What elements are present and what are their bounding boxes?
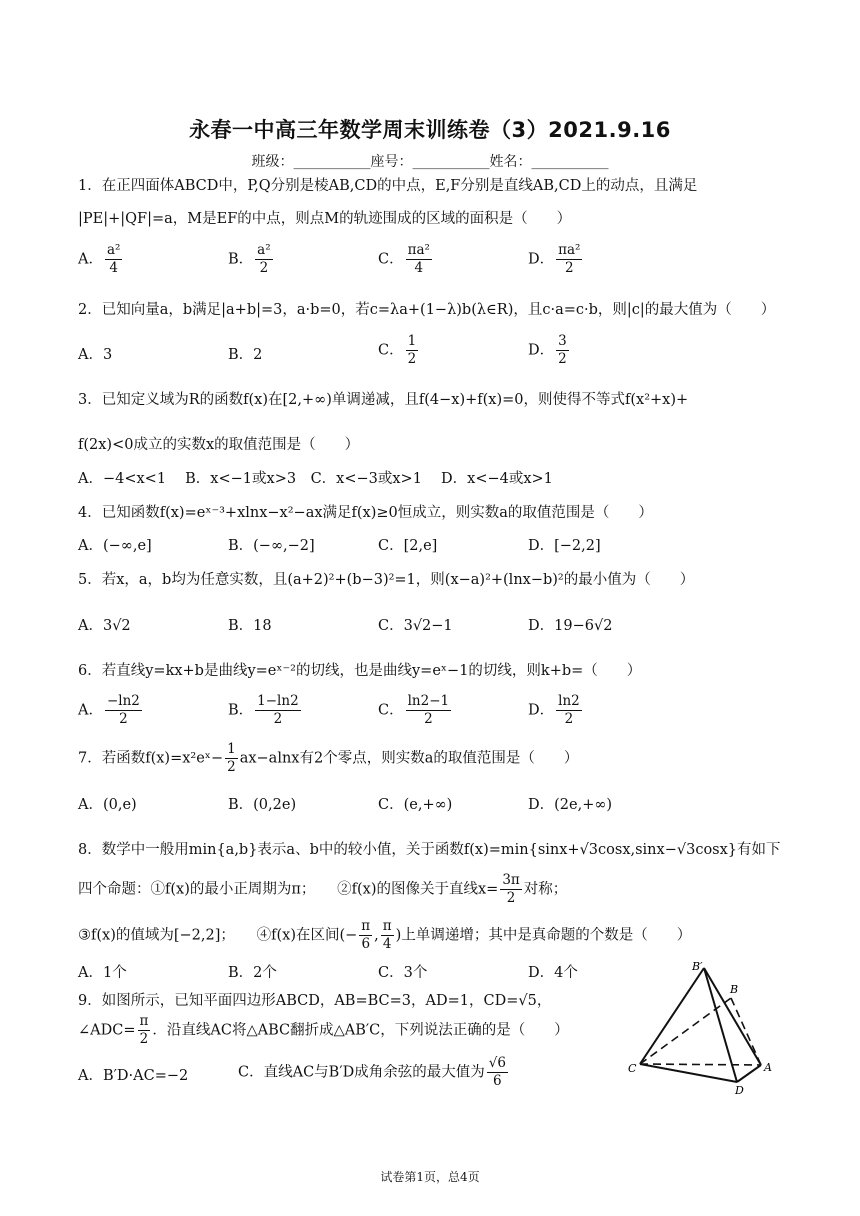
- q1-option-c: C． $\frac{\text{πa²}}{4}$: [378, 242, 430, 276]
- q8-stem-line2: 四个命题：①f(x)的最小正周期为π； ②f(x)的图像关于直线x= $\frac{3\pi}{2}$ 对称；: [78, 872, 568, 906]
- q9-stem-line2: ∠ADC= $\frac{\pi}{2}$ ．沿直线AC将△ABC翻折成△AB′C，下列说法正确的是（ ）: [78, 1013, 569, 1047]
- label-a: A: [764, 1061, 772, 1074]
- q5-option-a: A．3√2: [78, 618, 131, 634]
- q3-options: A．−4<x<1 B．x<−1或x>3 C．x<−3或x>1 D．x<−4或x>1: [78, 471, 553, 487]
- q1-option-d: D． $\frac{\text{πa²}}{2}$: [528, 242, 581, 276]
- q5-stem-line1: 5．若x，a，b均为任意实数，且(a+2)²+(b−3)²=1，则(x−a)²+(lnx−b)²的最小值为（ ）: [78, 572, 695, 588]
- q6-option-d: D． $\frac{\ln 2}{2}$: [528, 693, 580, 727]
- page-footer: 试卷第1页，总4页: [380, 1170, 480, 1184]
- q1-option-b: B． $\frac{\text{a²}}{2}$: [228, 242, 271, 276]
- q4-stem-line1: 4．已知函数f(x)=eˣ⁻³+xlnx−x²−ax满足f(x)≥0恒成立，则实数a的取值范围是（ ）: [78, 505, 653, 521]
- q7-option-b: B．(0,2e): [228, 797, 297, 813]
- q6-option-b: B． $\frac{1-\ln 2}{2}$: [228, 693, 299, 727]
- q8-option-a: A．1个: [78, 965, 127, 981]
- q3-stem-line2: f(2x)<0成立的实数x的取值范围是（ ）: [78, 437, 360, 453]
- q5-option-b: B．18: [228, 618, 272, 634]
- edge-c-a-dashed: [640, 1064, 761, 1065]
- student-info-line: 班级：___________座号：___________姓名：___________: [251, 154, 609, 170]
- q4-option-d: D．[−2,2]: [528, 538, 601, 554]
- label-c: C: [628, 1062, 637, 1075]
- q8-stem-line1: 8．数学中一般用min{a,b}表示a、b中的较小值，关于函数f(x)=min{sinx+√3cosx,sinx−√3cosx}有如下: [78, 842, 781, 858]
- q2-stem-line1: 2．已知向量a，b满足|a+b|=3，a·b=0，若c=λa+(1−λ)b(λ∈R)，且c·a=c·b，则|c|的最大值为（ ）: [78, 302, 776, 318]
- q7-option-d: D．(2e,+∞): [528, 797, 613, 813]
- q5-option-c: C．3√2−1: [378, 618, 453, 634]
- q6-option-a: A． $\frac{-\ln 2}{2}$: [78, 693, 140, 727]
- edge-b-a-dashed: [731, 998, 761, 1065]
- q4-option-b: B．(−∞,−2]: [228, 538, 315, 554]
- edge-d-a: [737, 1065, 761, 1082]
- q4-option-c: C．[2,e]: [378, 538, 438, 554]
- q5-option-d: D．19−6√2: [528, 618, 613, 634]
- q1-stem-line2: |PE|+|QF|=a，M是EF的中点，则点M的轨迹围成的区域的面积是（ ）: [78, 211, 572, 227]
- tetrahedron-figure: [620, 958, 780, 1098]
- q9-stem-line1: 9．如图所示，已知平面四边形ABCD，AB=BC=3，AD=1，CD=√5，: [78, 993, 552, 1009]
- q9-option-a: A．B′D·AC=−2: [78, 1068, 189, 1084]
- q4-option-a: A．(−∞,e]: [78, 538, 152, 554]
- q8-option-d: D．4个: [528, 965, 578, 981]
- q7-option-a: A．(0,e): [78, 797, 137, 813]
- q8-stem-line3: ③f(x)的值域为[−2,2]； ④f(x)在区间(− $\frac{\pi}{6}$ , $\frac{\pi}{4}$ )上单调递增；其中是真命题的个数是（ ）: [78, 918, 692, 952]
- q8-option-b: B．2个: [228, 965, 277, 981]
- q7-option-c: C．(e,+∞): [378, 797, 453, 813]
- page-title: 永春一中高三年数学周末训练卷（3）2021.9.16: [189, 118, 671, 142]
- q9-option-c: C．直线AC与B′D成角余弦的最大值为 $\frac{√6}{6}$: [238, 1055, 506, 1089]
- q6-stem-line1: 6．若直线y=kx+b是曲线y=eˣ⁻²的切线，也是曲线y=eˣ−1的切线，则k+b=（ ）: [78, 663, 642, 679]
- q1-option-a: A． $\frac{\text{a²}}{4}$: [78, 242, 121, 276]
- q7-stem-line1: 7．若函数f(x)=x²eˣ− $\frac{1}{2}$ ax−alnx有2个零点，则实数a的取值范围是（ ）: [78, 741, 579, 775]
- label-b: B: [730, 983, 739, 996]
- edge-c-b-dashed: [640, 998, 731, 1064]
- q2-option-a: A．3: [78, 347, 113, 363]
- edge-bprime-c: [640, 968, 704, 1064]
- q3-stem-line1: 3．已知定义域为R的函数f(x)在[2,+∞)单调递减，且f(4−x)+f(x)=0，则使得不等式f(x²+x)+: [78, 392, 689, 408]
- label-d: D: [735, 1084, 744, 1097]
- q2-option-b: B．2: [228, 347, 263, 363]
- q1-stem-line1: 1．在正四面体ABCD中，P,Q分别是棱AB,CD的中点，E,F分别是直线AB,CD上的动点，且满足: [78, 178, 698, 194]
- edge-c-d: [640, 1064, 737, 1082]
- q2-option-d: D． $\frac{3}{2}$: [528, 333, 567, 367]
- q8-option-c: C．3个: [378, 965, 428, 981]
- q2-option-c: C． $\frac{1}{2}$: [378, 333, 417, 367]
- label-bprime: B′: [692, 960, 703, 973]
- q6-option-c: C． $\frac{\ln 2-1}{2}$: [378, 693, 450, 727]
